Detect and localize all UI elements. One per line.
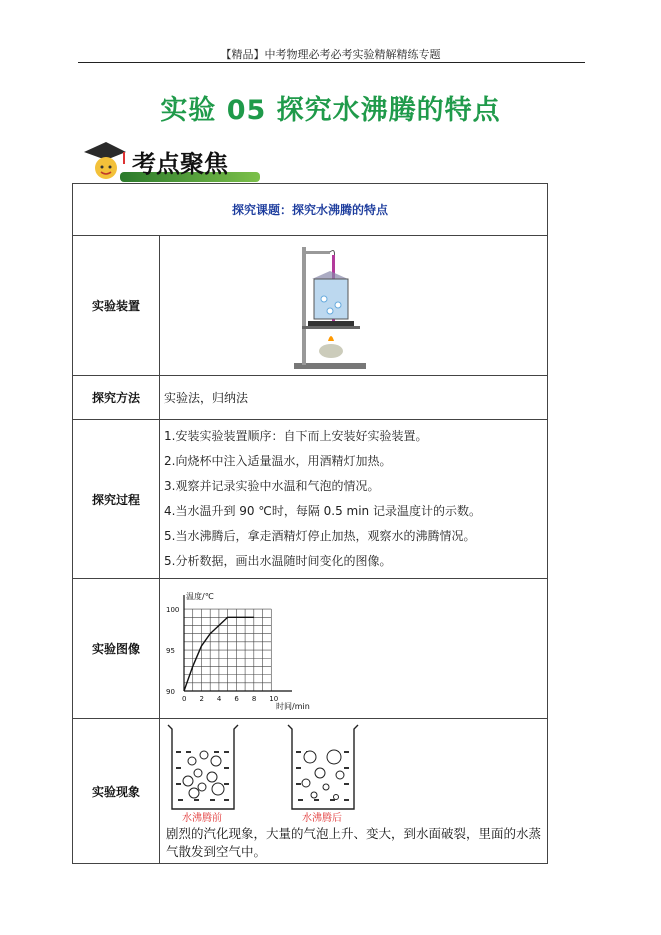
process-step: 4.当水温升到 90 ℃时，每隔 0.5 min 记录温度计的示数。 xyxy=(164,504,481,518)
badge-label: 考点聚焦 xyxy=(132,149,228,178)
graph-label: 实验图像 xyxy=(73,579,160,719)
phenomenon-label: 实验现象 xyxy=(73,719,160,864)
process-label: 探究过程 xyxy=(73,420,160,579)
beakers-illustration xyxy=(164,721,364,825)
beaker-before xyxy=(168,725,238,824)
topic-heading: 探究课题：探究水沸腾的特点 xyxy=(73,184,548,236)
phenomenon-cell xyxy=(160,719,548,864)
experiment-table xyxy=(72,183,548,864)
header-divider xyxy=(78,62,585,63)
process-step: 5.分析数据，画出水温随时间变化的图像。 xyxy=(164,554,392,568)
x-tick-label: 8 xyxy=(251,694,257,703)
process-cell xyxy=(160,420,548,579)
apparatus-diagram xyxy=(290,241,370,371)
process-step: 2.向烧杯中注入适量温水，用酒精灯加热。 xyxy=(164,454,392,468)
y-tick-label: 95 xyxy=(166,646,175,655)
x-tick-label: 2 xyxy=(199,694,204,703)
graph-cell xyxy=(160,579,548,719)
beaker-after xyxy=(288,725,358,824)
apparatus-cell xyxy=(160,236,548,376)
chart-grid xyxy=(184,609,271,691)
y-axis-label: 温度/℃ xyxy=(186,591,214,601)
method-label: 探究方法 xyxy=(73,376,160,420)
x-tick-label: 6 xyxy=(234,694,239,703)
process-step: 1.安装实验装置顺序：自下而上安装好实验装置。 xyxy=(164,429,428,443)
section-badge xyxy=(80,138,260,184)
x-axis-label: 时间/min xyxy=(276,701,310,711)
y-tick-label: 100 xyxy=(166,605,180,614)
phenomenon-text: 剧烈的汽化现象，大量的气泡上升、变大，到水面破裂，里面的水蒸气散发到空气中。 xyxy=(166,826,542,859)
x-tick-label: 10 xyxy=(269,694,279,703)
page-header: 【精品】中考物理必考必考实验精解精练专题 xyxy=(220,48,441,61)
caption-before: 水沸腾前 xyxy=(182,813,222,824)
temperature-chart xyxy=(164,587,310,711)
y-tick-label: 90 xyxy=(166,687,175,696)
method-text: 实验法，归纳法 xyxy=(160,376,548,420)
apparatus-label: 实验装置 xyxy=(73,236,160,376)
x-tick-label: 0 xyxy=(182,694,187,703)
caption-after: 水沸腾后 xyxy=(302,813,342,824)
process-step: 5.当水沸腾后，拿走酒精灯停止加热，观察水的沸腾情况。 xyxy=(164,529,476,543)
x-tick-label: 4 xyxy=(216,694,222,703)
page-title: 实验 05 探究水沸腾的特点 xyxy=(160,95,501,126)
process-step: 3.观察并记录实验中水温和气泡的情况。 xyxy=(164,479,380,493)
